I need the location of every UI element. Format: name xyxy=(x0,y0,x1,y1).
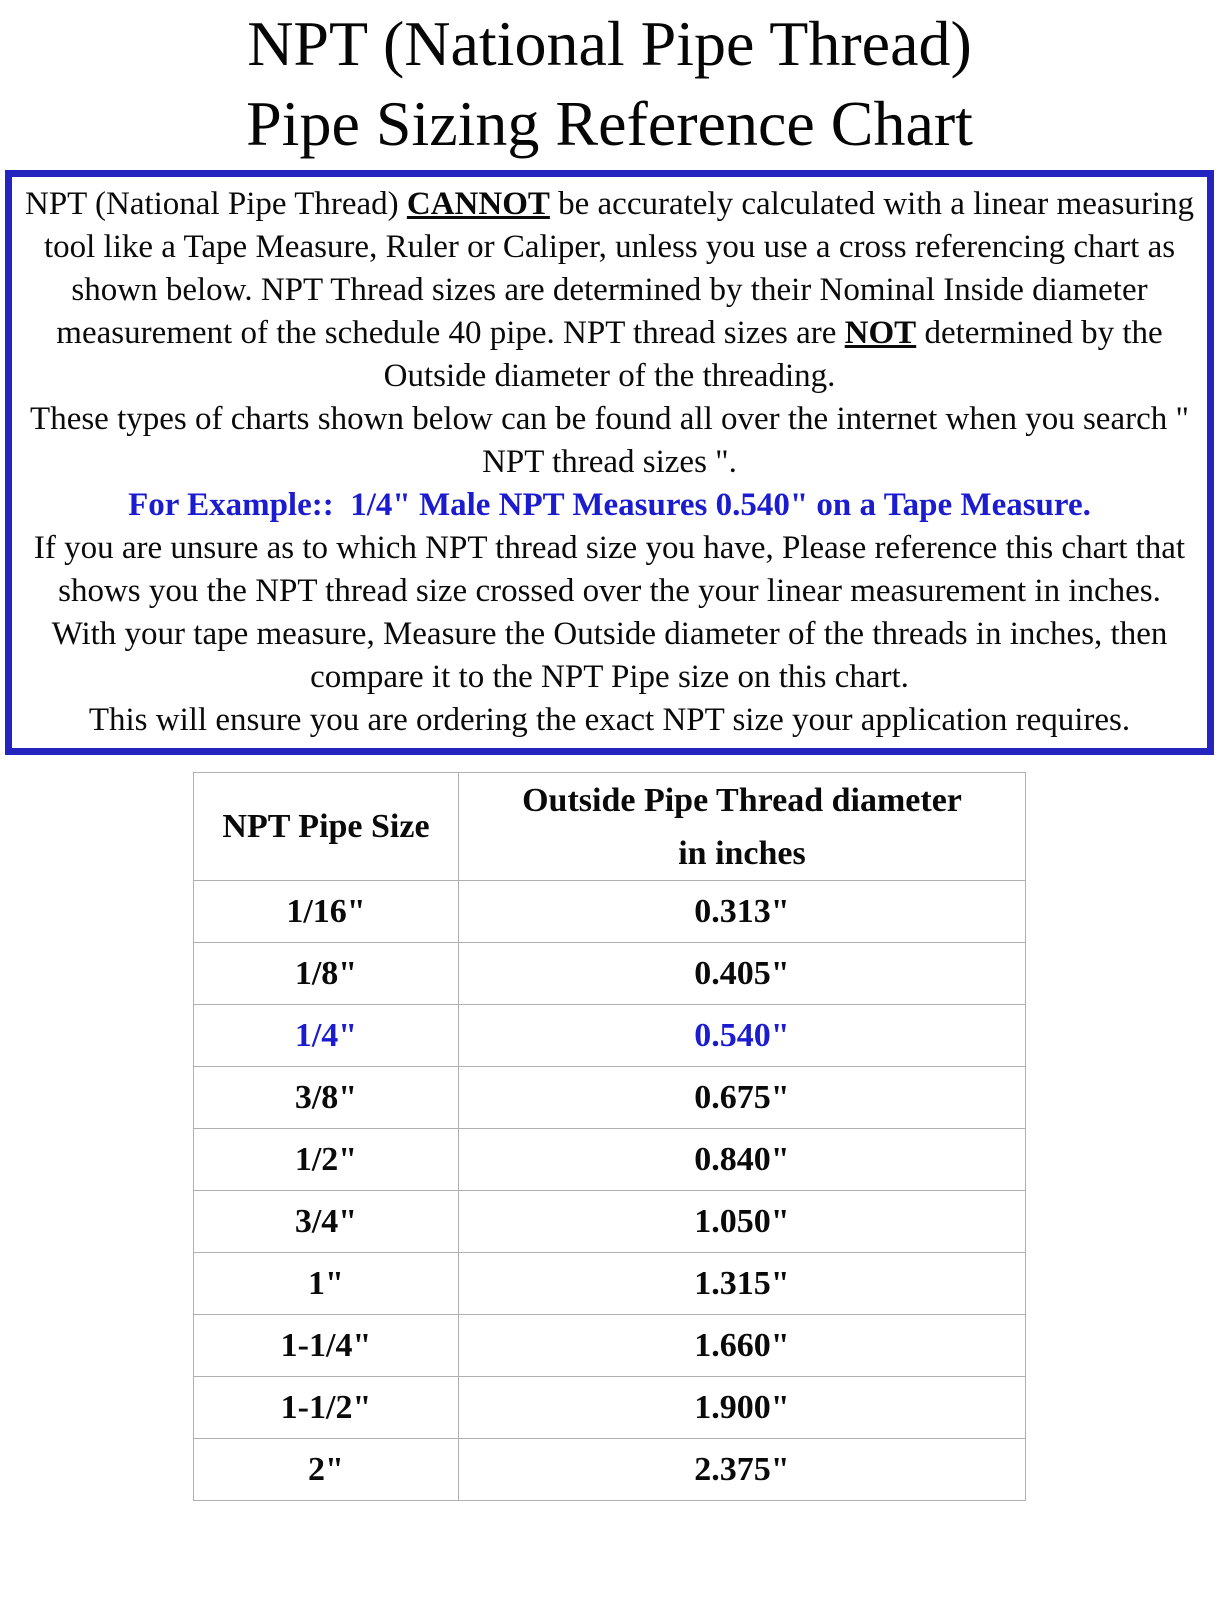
intro-paragraph-6: This will ensure you are ordering the exact NPT size your application requires. xyxy=(88,702,1131,738)
table-row xyxy=(194,1253,1026,1315)
cell-od: 0.840" xyxy=(459,1129,1026,1191)
table-row xyxy=(194,1067,1026,1129)
cell-od: 1.315" xyxy=(459,1253,1026,1315)
intro-p1-not: NOT xyxy=(844,315,917,351)
intro-p1-cannot: CANNOT xyxy=(406,186,550,222)
cell-npt-size: 1/4" xyxy=(194,1005,459,1067)
example-line: For Example:: 1/4" Male NPT Measures 0.540" on a Tape Measure. xyxy=(128,487,1091,523)
intro-paragraph-2: These types of charts shown below can be found all over the internet when you search " NPT thread sizes ". xyxy=(30,401,1189,480)
header-outside-diameter-line-2: in inches xyxy=(678,834,806,872)
table-row xyxy=(194,881,1026,943)
intro-p1-text: NPT (National Pipe Thread) xyxy=(25,186,407,222)
intro-paragraph-4: If you are unsure as to which NPT thread size you have, Please reference this chart that shows you the NPT thread size crossed over the your linear measurement in inches. xyxy=(33,530,1186,609)
table-row xyxy=(194,1315,1026,1377)
intro-box xyxy=(5,170,1214,755)
cell-npt-size: 1-1/2" xyxy=(194,1377,459,1439)
cell-npt-size: 1-1/4" xyxy=(194,1315,459,1377)
cell-npt-size: 1/8" xyxy=(194,943,459,1005)
table-row xyxy=(194,1191,1026,1253)
cell-npt-size: 1/2" xyxy=(194,1129,459,1191)
table-row xyxy=(194,1377,1026,1439)
cell-od: 1.050" xyxy=(459,1191,1026,1253)
intro-p1-text-2: be accurately calculated with a linear measuring tool like a Tape Measure, Ruler or Caliper, unless you use a cross referencing chart as shown below. NPT Thread sizes are determined by their Nominal Inside diameter measurement of the schedule 40 pipe. NPT thread sizes are xyxy=(43,186,1194,351)
cell-npt-size: 1" xyxy=(194,1253,459,1315)
intro-paragraph-1 xyxy=(24,183,1195,398)
table-row-highlighted xyxy=(194,1005,1026,1067)
cell-npt-size: 2" xyxy=(194,1439,459,1501)
table-header-row xyxy=(194,773,1026,881)
intro-paragraph-5: With your tape measure, Measure the Outside diameter of the threads in inches, then compare it to the NPT Pipe size on this chart. xyxy=(51,616,1168,695)
cell-npt-size: 3/4" xyxy=(194,1191,459,1253)
intro-p1-text-3: determined by the Outside diameter of the threading. xyxy=(383,315,1163,394)
page-title-line-2: Pipe Sizing Reference Chart xyxy=(246,88,973,159)
cell-od: 1.660" xyxy=(459,1315,1026,1377)
cell-npt-size: 3/8" xyxy=(194,1067,459,1129)
cell-od: 0.313" xyxy=(459,881,1026,943)
cell-od: 2.375" xyxy=(459,1439,1026,1501)
cell-npt-size: 1/16" xyxy=(194,881,459,943)
table-row xyxy=(194,1439,1026,1501)
header-outside-diameter xyxy=(459,773,1026,881)
cell-od: 0.405" xyxy=(459,943,1026,1005)
npt-size-table xyxy=(193,772,1026,1501)
cell-od: 1.900" xyxy=(459,1377,1026,1439)
page-title xyxy=(0,0,1219,164)
table-row xyxy=(194,943,1026,1005)
table-row xyxy=(194,1129,1026,1191)
header-npt-pipe-size: NPT Pipe Size xyxy=(194,773,459,881)
page-title-line-1: NPT (National Pipe Thread) xyxy=(247,8,972,79)
header-outside-diameter-line-1: Outside Pipe Thread diameter xyxy=(522,781,962,819)
cell-od: 0.675" xyxy=(459,1067,1026,1129)
cell-od: 0.540" xyxy=(459,1005,1026,1067)
